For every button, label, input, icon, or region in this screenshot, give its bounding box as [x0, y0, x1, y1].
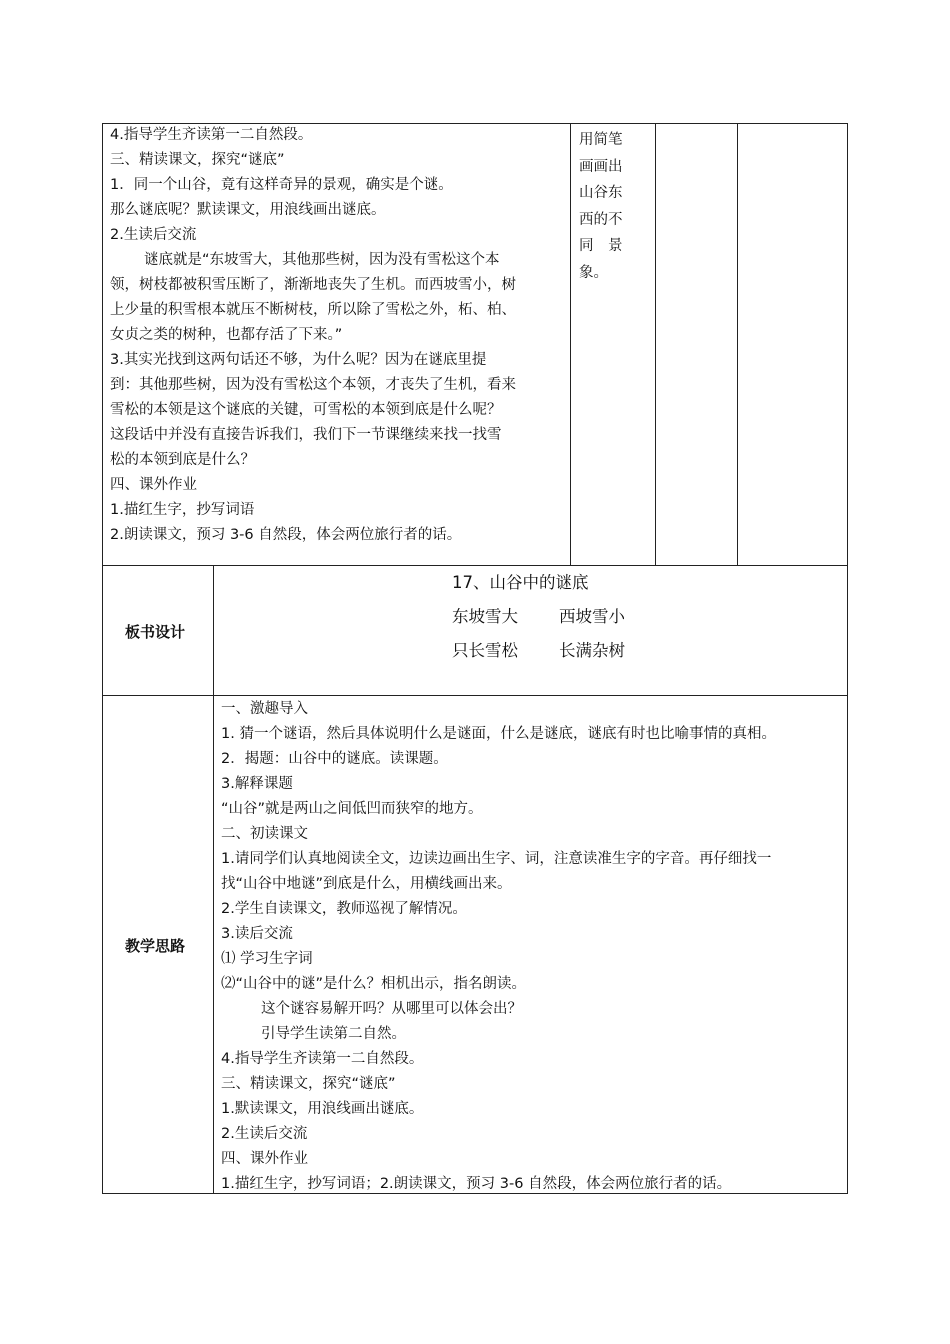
text-line: 一、激趣导入 [221, 701, 308, 717]
text-line: 3.读后交流 [221, 926, 293, 942]
teaching-ideas-label: 教学思路 [125, 937, 186, 955]
upper-divider-2 [655, 123, 656, 565]
text-line: 3.解释课题 [221, 776, 293, 792]
text-line: 领，树枝都被积雪压断了，渐渐地丧失了生机。而西坡雪小，树 [110, 277, 516, 293]
upper-divider-3 [737, 123, 738, 565]
board-row2-right: 长满杂树 [559, 641, 625, 660]
board-design-label: 板书设计 [125, 623, 186, 641]
text-line: 引导学生读第二自然。 [261, 1026, 406, 1042]
text-line: 2.生读后交流 [221, 1126, 308, 1142]
text-line: 女贞之类的树种，也都存活了下来。” [110, 327, 343, 343]
activity-column-text [579, 127, 635, 286]
text-line: 1. 猜一个谜语，然后具体说明什么是谜面，什么是谜底，谜底有时也比喻事情的真相。 [221, 726, 776, 742]
label-divider [213, 565, 214, 1194]
text-line: 1．同一个山谷，竟有这样奇异的景观，确实是个谜。 [110, 177, 453, 193]
text-line: 雪松的本领是这个谜底的关键，可雪松的本领到底是什么呢？ [110, 402, 502, 418]
upper-main-text [110, 123, 516, 548]
text-line: 到：其他那些树，因为没有雪松这个本领，才丧失了生机，看来 [110, 377, 516, 393]
text-line: 4.指导学生齐读第一二自然段。 [221, 1051, 424, 1067]
text-line: 3.其实光找到这两句话还不够，为什么呢？因为在谜底里提 [110, 352, 487, 368]
text-line: 用简笔 [579, 132, 623, 148]
text-line: 找“山谷中地谜”到底是什么，用横线画出来。 [221, 876, 512, 892]
text-line: 2.生读后交流 [110, 227, 197, 243]
text-line: 山谷东 [579, 185, 623, 201]
board-row1-left: 东坡雪大 [452, 607, 518, 626]
text-line: 上少量的积雪根本就压不断树枝，所以除了雪松之外，柘、柏、 [110, 302, 516, 318]
text-line: 1.默读课文，用浪线画出谜底。 [221, 1101, 424, 1117]
text-line: 四、课外作业 [221, 1151, 308, 1167]
text-line: 1.描红生字，抄写词语；2.朗读课文，预习 3-6 自然段，体会两位旅行者的话。 [221, 1176, 732, 1192]
text-line: 2．揭题：山谷中的谜底。读课题。 [221, 751, 448, 767]
text-line: 1.请同学们认真地阅读全文，边读边画出生字、词，注意读准生字的字音。再仔细找一 [221, 851, 772, 867]
text-line: 同 景 [579, 238, 623, 254]
text-line: 谜底就是“东坡雪大，其他那些树，因为没有雪松这个本 [144, 252, 500, 268]
text-line: 二、初读课文 [221, 826, 308, 842]
text-line: ⑵“山谷中的谜”是什么？相机出示，指名朗读。 [221, 976, 527, 992]
text-line: 1.描红生字，抄写词语 [110, 502, 255, 518]
text-line: 象。 [579, 264, 608, 281]
text-line: 这段话中并没有直接告诉我们，我们下一节课继续来找一找雪 [110, 427, 502, 443]
text-line: “山谷”就是两山之间低凹而狭窄的地方。 [221, 801, 483, 817]
text-line: ⑴ 学习生字词 [221, 951, 313, 967]
teaching-ideas-text [221, 697, 776, 1197]
text-line: 那么谜底呢？默读课文，用浪线画出谜底。 [110, 202, 386, 218]
text-line: 2.学生自读课文，教师巡视了解情况。 [221, 901, 467, 917]
board-title: 17、山谷中的谜底 [452, 573, 589, 592]
text-line: 三、精读课文，探究“谜底” [110, 152, 285, 168]
text-line: 4.指导学生齐读第一二自然段。 [110, 127, 313, 143]
text-line: 西的不 [579, 211, 623, 228]
text-line: 2.朗读课文，预习 3-6 自然段，体会两位旅行者的话。 [110, 527, 462, 543]
text-line: 画画出 [579, 158, 623, 175]
board-row2-left: 只长雪松 [452, 641, 518, 660]
text-line: 这个谜容易解开吗？从哪里可以体会出？ [261, 1001, 522, 1017]
text-line: 松的本领到底是什么？ [110, 452, 255, 468]
text-line: 四、课外作业 [110, 477, 197, 493]
board-row1-right: 西坡雪小 [559, 607, 625, 626]
text-line: 三、精读课文，探究“谜底” [221, 1076, 396, 1092]
upper-divider-1 [570, 123, 571, 565]
